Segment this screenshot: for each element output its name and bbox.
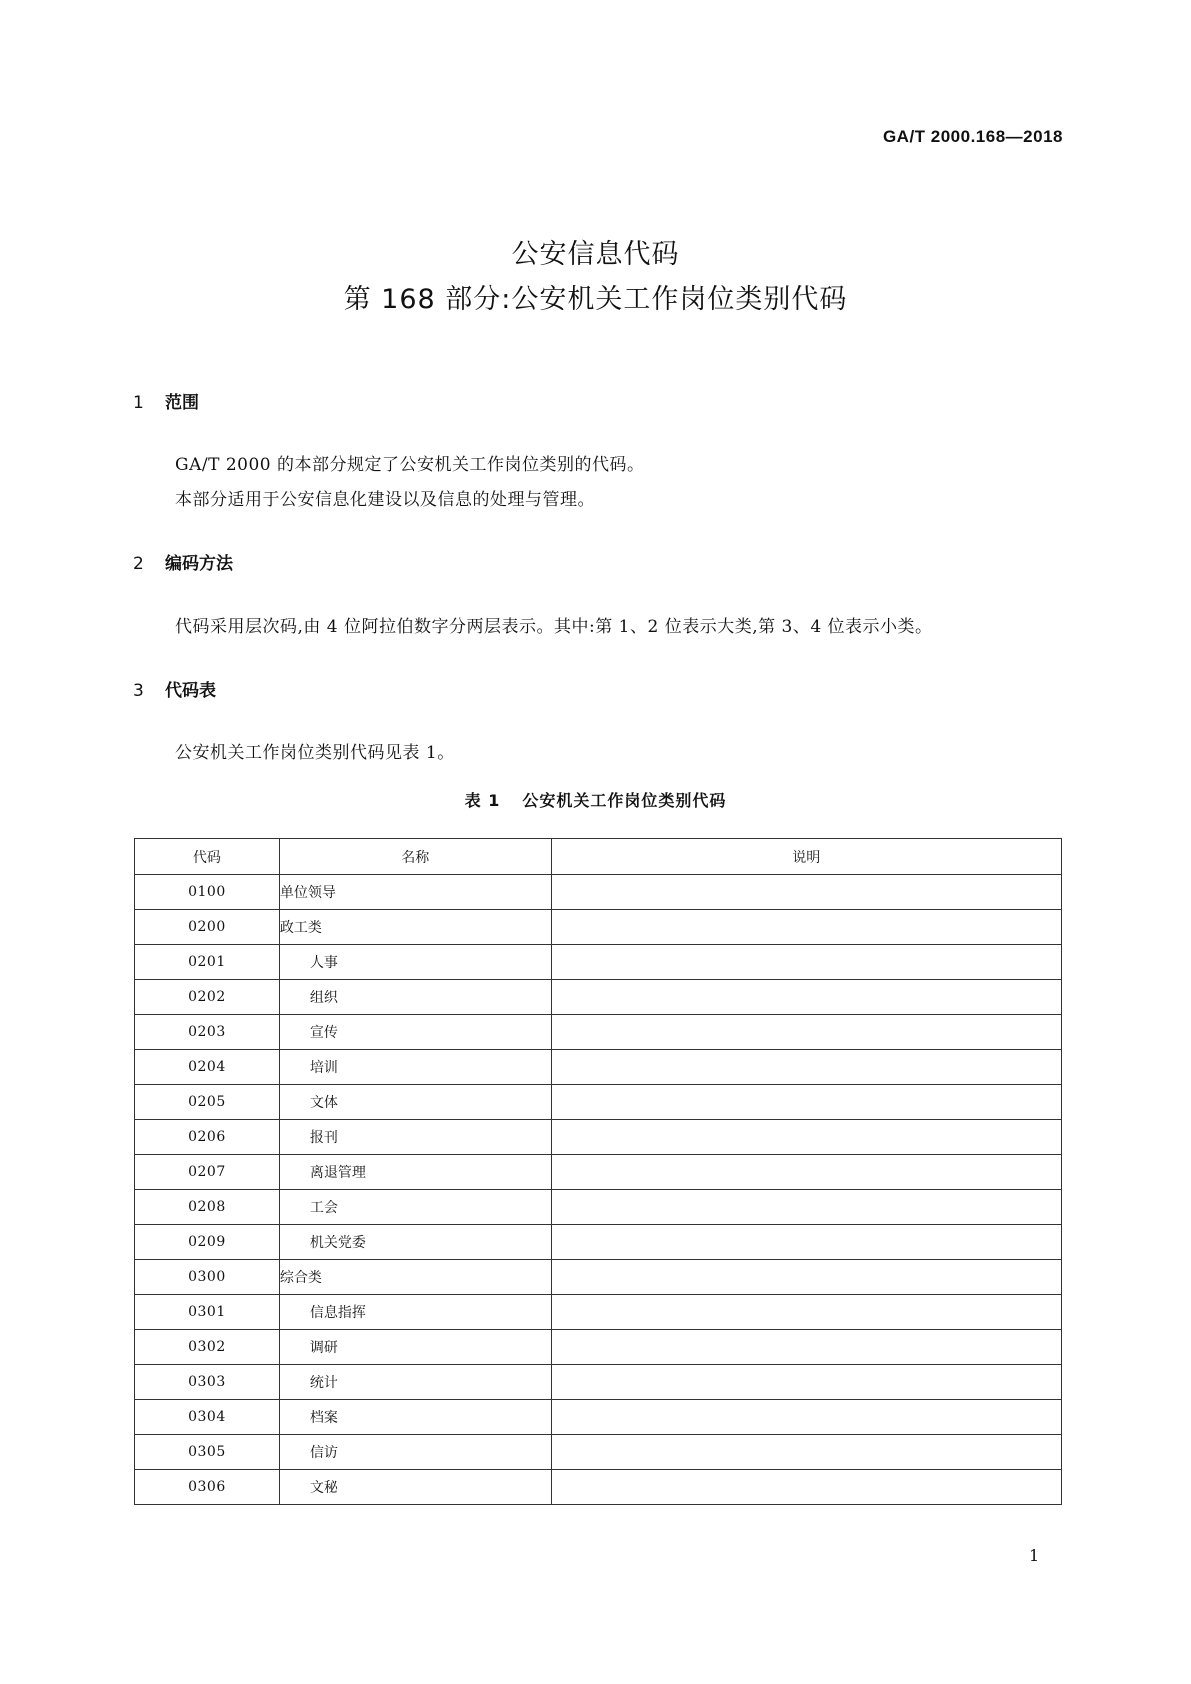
cell-name: 机关党委 [279,1225,551,1260]
table-row [135,1015,1062,1050]
cell-name: 组织 [279,980,551,1015]
cell-description [551,1155,1061,1190]
section-number: 1 [133,393,144,413]
table-row [135,1050,1062,1085]
cell-code: 0100 [135,875,280,910]
cell-description [551,910,1061,945]
section-title: 代码表 [165,681,216,701]
table-row [135,1085,1062,1120]
cell-code: 0200 [135,910,280,945]
document-subtitle: 第 168 部分:公安机关工作岗位类别代码 [343,284,848,315]
table-caption-title: 公安机关工作岗位类别代码 [522,791,727,810]
cell-code: 0206 [135,1120,280,1155]
standard-number: GA/T 2000.168—2018 [882,127,1063,146]
table-row [135,1190,1062,1225]
cell-code: 0304 [135,1400,280,1435]
cell-description [551,1470,1061,1505]
column-header-code: 代码 [135,839,280,875]
code-table-paragraph: 公安机关工作岗位类别代码见表 1。 [175,743,455,763]
table-row [135,1155,1062,1190]
cell-description [551,945,1061,980]
cell-description [551,1050,1061,1085]
cell-name: 信访 [279,1435,551,1470]
cell-name: 文体 [279,1085,551,1120]
cell-code: 0208 [135,1190,280,1225]
scope-paragraph-2: 本部分适用于公安信息化建设以及信息的处理与管理。 [175,490,595,510]
cell-description [551,1120,1061,1155]
cell-description [551,980,1061,1015]
document-title: 公安信息代码 [511,239,680,270]
cell-code: 0204 [135,1050,280,1085]
scope-paragraph-1: GA/T 2000 的本部分规定了公安机关工作岗位类别的代码。 [175,455,645,475]
cell-description [551,1400,1061,1435]
cell-name: 综合类 [279,1260,551,1295]
table-row [135,1400,1062,1435]
cell-code: 0201 [135,945,280,980]
cell-description [551,1295,1061,1330]
table-row [135,1330,1062,1365]
cell-name: 信息指挥 [279,1295,551,1330]
cell-code: 0209 [135,1225,280,1260]
cell-code: 0205 [135,1085,280,1120]
table-row [135,1120,1062,1155]
cell-description [551,1225,1061,1260]
cell-name: 政工类 [279,910,551,945]
section-heading-coding-method [133,549,233,574]
table-row [135,980,1062,1015]
cell-description [551,1015,1061,1050]
cell-code: 0203 [135,1015,280,1050]
section-heading-scope [133,388,199,413]
cell-name: 调研 [279,1330,551,1365]
table-row [135,1470,1062,1505]
cell-name: 统计 [279,1365,551,1400]
cell-description [551,1330,1061,1365]
cell-description [551,1365,1061,1400]
cell-name: 离退管理 [279,1155,551,1190]
section-number: 2 [133,554,144,574]
cell-description [551,875,1061,910]
cell-name: 单位领导 [279,875,551,910]
cell-code: 0301 [135,1295,280,1330]
code-table [134,838,1062,1505]
table-row [135,1435,1062,1470]
table-row [135,1260,1062,1295]
cell-description [551,1085,1061,1120]
cell-name: 文秘 [279,1470,551,1505]
cell-code: 0303 [135,1365,280,1400]
section-title: 编码方法 [165,554,233,574]
cell-code: 0302 [135,1330,280,1365]
table-row [135,1225,1062,1260]
cell-name: 档案 [279,1400,551,1435]
cell-name: 工会 [279,1190,551,1225]
cell-name: 宣传 [279,1015,551,1050]
column-header-description: 说明 [551,839,1061,875]
table-row [135,910,1062,945]
cell-code: 0207 [135,1155,280,1190]
table-row [135,875,1062,910]
column-header-name: 名称 [279,839,551,875]
section-heading-code-table [133,676,216,701]
table-row [135,1365,1062,1400]
cell-description [551,1190,1061,1225]
cell-name: 培训 [279,1050,551,1085]
table-caption-number: 表 1 [464,791,501,810]
coding-method-paragraph: 代码采用层次码,由 4 位阿拉伯数字分两层表示。其中:第 1、2 位表示大类,第 3、4 位表示小类。 [175,617,933,637]
cell-description [551,1260,1061,1295]
table-row [135,1295,1062,1330]
section-title: 范围 [165,393,199,413]
cell-name: 人事 [279,945,551,980]
cell-name: 报刊 [279,1120,551,1155]
section-number: 3 [133,681,144,701]
cell-code: 0202 [135,980,280,1015]
table-caption [0,788,1191,811]
page-number: 1 [1029,1546,1040,1565]
cell-code: 0306 [135,1470,280,1505]
cell-code: 0305 [135,1435,280,1470]
cell-code: 0300 [135,1260,280,1295]
table-row [135,945,1062,980]
cell-description [551,1435,1061,1470]
table-header-row [135,839,1062,875]
